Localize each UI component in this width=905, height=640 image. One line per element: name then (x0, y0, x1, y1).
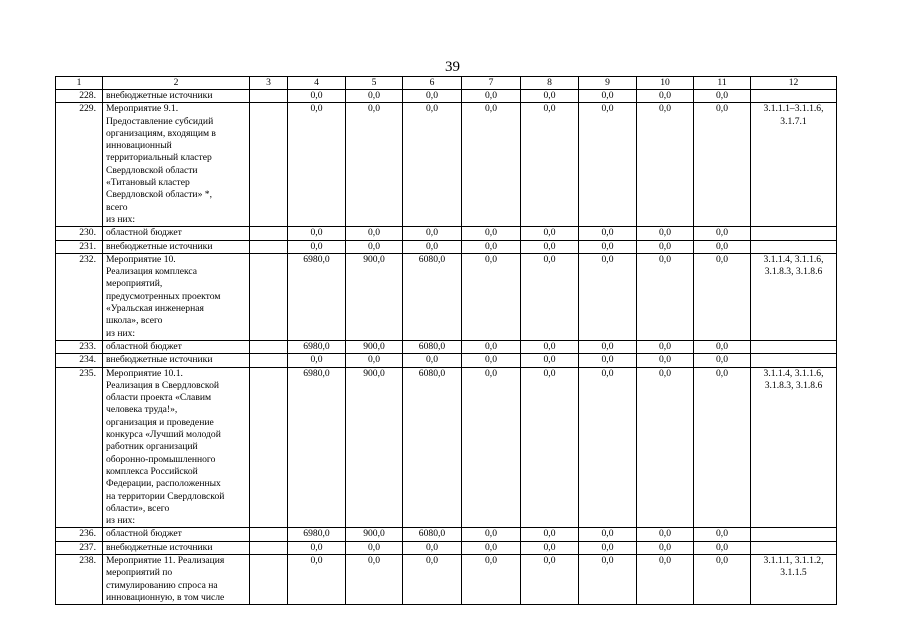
value-cell: 0,0 (637, 554, 694, 604)
value-cell: 0,0 (637, 103, 694, 227)
description-line: областной бюджет (106, 528, 182, 540)
value-cell: 0,0 (403, 541, 462, 554)
value-cell: 0,0 (346, 103, 403, 227)
description-line: комплекса Российской (106, 465, 198, 477)
table-row (56, 340, 837, 353)
description-line: Реализация в Свердловской (106, 379, 220, 391)
value-cell: 0,0 (462, 528, 521, 541)
row-number: 237. (56, 541, 103, 554)
value-cell: 0,0 (694, 354, 751, 367)
column-3-cell (250, 541, 288, 554)
target-indicator-cell (751, 354, 837, 367)
description-line: работник организаций (106, 441, 198, 453)
value-cell: 0,0 (579, 541, 637, 554)
description-line: из них: (106, 327, 136, 339)
value-cell: 0,0 (346, 554, 403, 604)
column-3-cell (250, 367, 288, 528)
value-cell: 0,0 (579, 367, 637, 528)
table-row (56, 528, 837, 541)
description-line: внебюджетные источники (106, 541, 213, 553)
value-cell: 0,0 (288, 90, 346, 103)
column-number-cell: 5 (346, 77, 403, 90)
value-cell: 0,0 (462, 227, 521, 240)
value-cell: 0,0 (637, 354, 694, 367)
column-3-cell (250, 528, 288, 541)
row-number: 235. (56, 367, 103, 528)
value-cell: 0,0 (462, 541, 521, 554)
value-cell: 0,0 (694, 541, 751, 554)
value-cell: 0,0 (521, 253, 579, 340)
value-cell: 0,0 (579, 528, 637, 541)
column-number-cell: 3 (250, 77, 288, 90)
value-cell: 0,0 (637, 253, 694, 340)
row-number: 233. (56, 340, 103, 353)
description-line: конкурса «Лучший молодой (106, 429, 221, 441)
column-number-cell: 1 (56, 77, 103, 90)
description-line: внебюджетные источники (106, 354, 213, 366)
value-cell: 0,0 (637, 90, 694, 103)
value-cell: 0,0 (579, 103, 637, 227)
value-cell: 0,0 (579, 240, 637, 253)
description-line: Мероприятие 10. (106, 253, 176, 265)
target-indicator-line: 3.1.1.4, 3.1.1.6, (763, 253, 824, 265)
description-line: мероприятий, (106, 278, 163, 290)
value-cell: 900,0 (346, 528, 403, 541)
value-cell: 0,0 (579, 253, 637, 340)
column-number-row (56, 77, 837, 90)
value-cell: 0,0 (694, 528, 751, 541)
value-cell: 0,0 (403, 240, 462, 253)
value-cell: 6980,0 (288, 253, 346, 340)
column-3-cell (250, 354, 288, 367)
value-cell: 0,0 (579, 340, 637, 353)
value-cell: 0,0 (288, 554, 346, 604)
description-line: школа», всего (106, 315, 163, 327)
description-line: из них: (106, 213, 136, 225)
target-indicator-cell (751, 227, 837, 240)
target-indicator-cell (751, 340, 837, 353)
row-number: 229. (56, 103, 103, 227)
row-description (103, 554, 250, 604)
row-number: 234. (56, 354, 103, 367)
row-description (103, 541, 250, 554)
row-number: 238. (56, 554, 103, 604)
table-row (56, 367, 837, 528)
table-row (56, 554, 837, 604)
value-cell: 0,0 (521, 367, 579, 528)
value-cell: 6980,0 (288, 367, 346, 528)
table-row (56, 253, 837, 340)
value-cell: 6080,0 (403, 528, 462, 541)
value-cell: 0,0 (694, 367, 751, 528)
column-3-cell (250, 253, 288, 340)
description-line: «Уральская инженерная (106, 303, 204, 315)
value-cell: 0,0 (694, 340, 751, 353)
description-line: области», всего (106, 502, 170, 514)
description-line: Свердловской области» *, (106, 189, 212, 201)
page-number: 39 (445, 59, 460, 75)
target-indicator-line: 3.1.1.1, 3.1.1.2, (763, 554, 824, 566)
value-cell: 0,0 (521, 240, 579, 253)
description-line: Свердловской области (106, 164, 198, 176)
target-indicator-cell (751, 528, 837, 541)
value-cell: 0,0 (462, 554, 521, 604)
value-cell: 6080,0 (403, 367, 462, 528)
value-cell: 6080,0 (403, 340, 462, 353)
row-description (103, 253, 250, 340)
table-row (56, 90, 837, 103)
target-indicator-line: 3.1.8.3, 3.1.8.6 (764, 379, 823, 391)
value-cell: 0,0 (521, 354, 579, 367)
description-line: областной бюджет (106, 227, 182, 239)
value-cell: 0,0 (637, 367, 694, 528)
column-number-cell: 11 (694, 77, 751, 90)
table-row (56, 354, 837, 367)
description-line: территориальный кластер (106, 152, 212, 164)
target-indicator-line: 3.1.1.4, 3.1.1.6, (763, 367, 824, 379)
value-cell: 0,0 (521, 528, 579, 541)
value-cell: 0,0 (637, 227, 694, 240)
description-line: «Титановый кластер (106, 177, 190, 189)
description-line: Мероприятие 11. Реализация (106, 554, 225, 566)
target-indicator-line: 3.1.7.1 (780, 115, 807, 127)
value-cell: 0,0 (346, 541, 403, 554)
target-indicator-line: 3.1.8.3, 3.1.8.6 (764, 266, 823, 278)
value-cell: 0,0 (579, 554, 637, 604)
value-cell: 0,0 (288, 541, 346, 554)
column-number-cell: 7 (462, 77, 521, 90)
target-indicator-cell (751, 541, 837, 554)
value-cell: 0,0 (462, 240, 521, 253)
value-cell: 0,0 (462, 253, 521, 340)
column-number-cell: 9 (579, 77, 637, 90)
description-line: организация и проведение (106, 416, 214, 428)
target-indicator-cell (751, 253, 837, 340)
value-cell: 0,0 (521, 554, 579, 604)
value-cell: 0,0 (694, 253, 751, 340)
target-indicator-cell (751, 240, 837, 253)
description-line: организациям, входящим в (106, 127, 216, 139)
value-cell: 0,0 (462, 90, 521, 103)
description-line: на территории Свердловской (106, 490, 225, 502)
value-cell: 0,0 (288, 103, 346, 227)
value-cell: 0,0 (462, 367, 521, 528)
description-line: Мероприятие 10.1. (106, 367, 183, 379)
value-cell: 0,0 (637, 528, 694, 541)
description-line: областной бюджет (106, 340, 182, 352)
value-cell: 0,0 (346, 90, 403, 103)
column-3-cell (250, 103, 288, 227)
value-cell: 0,0 (694, 240, 751, 253)
value-cell: 0,0 (521, 90, 579, 103)
table-row (56, 103, 837, 227)
value-cell: 0,0 (694, 554, 751, 604)
row-number: 232. (56, 253, 103, 340)
column-number-cell: 12 (751, 77, 837, 90)
value-cell: 6080,0 (403, 253, 462, 340)
table-row (56, 227, 837, 240)
row-description (103, 90, 250, 103)
column-3-cell (250, 554, 288, 604)
description-line: области проекта «Славим (106, 392, 212, 404)
description-line: мероприятий по (106, 567, 173, 579)
value-cell: 0,0 (637, 240, 694, 253)
row-description (103, 240, 250, 253)
value-cell: 0,0 (403, 103, 462, 227)
description-line: внебюджетные источники (106, 240, 213, 252)
value-cell: 0,0 (521, 541, 579, 554)
description-line: Реализация комплекса (106, 266, 198, 278)
value-cell: 0,0 (637, 340, 694, 353)
target-indicator-line: 3.1.1.1–3.1.1.6, (763, 103, 824, 115)
value-cell: 0,0 (694, 103, 751, 227)
description-line: Федерации, расположенных (106, 478, 221, 490)
value-cell: 0,0 (403, 227, 462, 240)
value-cell: 6980,0 (288, 340, 346, 353)
value-cell: 0,0 (288, 354, 346, 367)
row-number: 230. (56, 227, 103, 240)
description-line: стимулированию спроса на (106, 579, 218, 591)
value-cell: 0,0 (346, 227, 403, 240)
value-cell: 0,0 (403, 554, 462, 604)
description-line: инновационную, в том числе (106, 591, 225, 603)
value-cell: 0,0 (462, 354, 521, 367)
description-line: внебюджетные источники (106, 90, 213, 101)
column-number-cell: 10 (637, 77, 694, 90)
description-line: Мероприятие 9.1. (106, 103, 179, 115)
value-cell: 0,0 (288, 240, 346, 253)
value-cell: 0,0 (637, 541, 694, 554)
description-line: Предоставление субсидий (106, 115, 214, 127)
column-3-cell (250, 340, 288, 353)
value-cell: 0,0 (694, 90, 751, 103)
target-indicator-line: 3.1.1.5 (780, 567, 807, 579)
value-cell: 0,0 (521, 103, 579, 227)
value-cell: 0,0 (579, 90, 637, 103)
target-indicator-cell (751, 103, 837, 227)
description-line: оборонно-промышленного (106, 453, 216, 465)
target-indicator-cell (751, 554, 837, 604)
value-cell: 900,0 (346, 367, 403, 528)
target-indicator-cell (751, 90, 837, 103)
column-number-cell: 8 (521, 77, 579, 90)
table-row (56, 541, 837, 554)
column-number-cell: 2 (103, 77, 250, 90)
value-cell: 0,0 (403, 354, 462, 367)
description-line: инновационный (106, 140, 172, 152)
column-3-cell (250, 90, 288, 103)
description-line: из них: (106, 515, 136, 527)
description-line: человека труда!», (106, 404, 178, 416)
column-number-cell: 4 (288, 77, 346, 90)
value-cell: 0,0 (346, 354, 403, 367)
column-3-cell (250, 227, 288, 240)
row-description (103, 367, 250, 528)
row-description (103, 354, 250, 367)
row-description (103, 528, 250, 541)
row-number: 236. (56, 528, 103, 541)
value-cell: 0,0 (288, 227, 346, 240)
description-line: всего (106, 201, 128, 213)
value-cell: 900,0 (346, 253, 403, 340)
value-cell: 0,0 (579, 354, 637, 367)
value-cell: 0,0 (579, 227, 637, 240)
budget-table (55, 76, 837, 605)
row-description (103, 227, 250, 240)
table-row (56, 240, 837, 253)
column-3-cell (250, 240, 288, 253)
value-cell: 0,0 (462, 340, 521, 353)
value-cell: 0,0 (346, 240, 403, 253)
row-number: 228. (56, 90, 103, 103)
row-number: 231. (56, 240, 103, 253)
value-cell: 0,0 (694, 227, 751, 240)
value-cell: 6980,0 (288, 528, 346, 541)
value-cell: 900,0 (346, 340, 403, 353)
row-description (103, 103, 250, 227)
value-cell: 0,0 (521, 340, 579, 353)
value-cell: 0,0 (521, 227, 579, 240)
value-cell: 0,0 (462, 103, 521, 227)
row-description (103, 340, 250, 353)
column-number-cell: 6 (403, 77, 462, 90)
value-cell: 0,0 (403, 90, 462, 103)
target-indicator-cell (751, 367, 837, 528)
description-line: предусмотренных проектом (106, 290, 221, 302)
